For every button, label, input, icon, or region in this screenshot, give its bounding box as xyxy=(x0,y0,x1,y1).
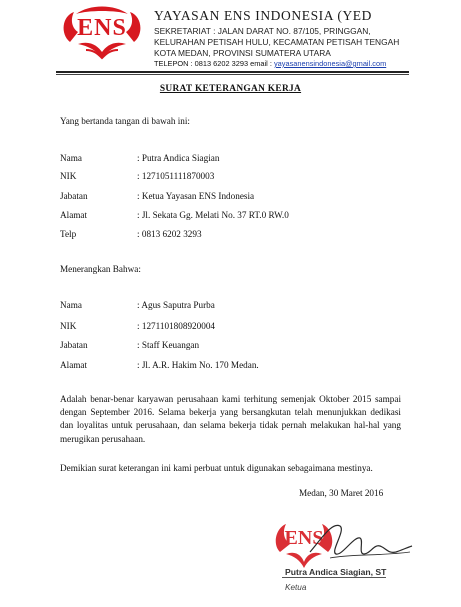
employee-value: : Jl. A.R. Hakim No. 170 Medan. xyxy=(137,360,259,370)
signer-label: Telp xyxy=(60,229,77,239)
stamp-text: ENS xyxy=(284,527,324,549)
intro-text: Yang bertanda tangan di bawah ini: xyxy=(60,116,190,126)
signer-value: : 1271051111870003 xyxy=(137,171,215,181)
closing-text: Demikian surat keterangan ini kami perbuat untuk digunakan sebagaimana mestinya. xyxy=(60,463,373,473)
declares-text: Menerangkan Bahwa: xyxy=(60,264,141,274)
place-date: Medan, 30 Maret 2016 xyxy=(299,488,384,498)
signer-value: : Ketua Yayasan ENS Indonesia xyxy=(137,191,255,201)
ens-logo xyxy=(56,4,148,60)
signer-value: : Putra Andica Siagian xyxy=(137,153,220,163)
phone-text: TELEPON : 0813 6202 3293 email : xyxy=(154,59,274,68)
address-line: KELURAHAN PETISAH HULU, KECAMATAN PETISAH TENGAH xyxy=(154,37,400,47)
employee-value: : Agus Saputra Purba xyxy=(137,300,215,310)
email-link[interactable]: yayasanensindonesia@gmail.com xyxy=(273,59,387,68)
signer-label: Jabatan xyxy=(60,191,88,201)
signer-position: Ketua xyxy=(285,583,307,592)
signer-value: : 0813 6202 3293 xyxy=(137,229,202,239)
signer-label: Nama xyxy=(60,153,82,163)
contact-line xyxy=(154,59,386,68)
signer-name: Putra Andica Siagian, ST xyxy=(285,567,387,577)
header-rule-thin xyxy=(56,74,409,75)
employee-value: : 1271101808920004 xyxy=(137,321,216,331)
company-stamp xyxy=(276,524,333,568)
logo-text: ENS xyxy=(77,15,127,41)
address-line: KOTA MEDAN, PROVINSI SUMATERA UTARA xyxy=(154,48,331,58)
address-line: SEKRETARIAT : JALAN DARAT NO. 87/105, PRINGGAN, xyxy=(154,26,371,36)
body-paragraph: Adalah benar-benar karyawan perusahaan kami terhitung semenjak Oktober 2015 sampai dengan September 2016. Selama bekerja yang bersangkutan telah menunjukkan dedikasi dan loyalitas untuk perusahaan, dan selama bekerja tidak pernah melakukan hal-hal yang merugikan perusahaan. xyxy=(60,394,401,444)
signature-rule xyxy=(282,577,386,578)
employee-label: Alamat xyxy=(60,360,88,370)
employee-value: : Staff Keuangan xyxy=(137,340,200,350)
signer-value: : Jl. Sekata Gg. Melati No. 37 RT.0 RW.0 xyxy=(137,210,289,220)
header-rule xyxy=(56,71,409,73)
employee-label: NIK xyxy=(60,321,77,331)
org-name: YAYASAN ENS INDONESIA (YED xyxy=(154,8,372,23)
employee-label: Nama xyxy=(60,300,82,310)
letter-title: SURAT KETERANGAN KERJA xyxy=(159,84,302,94)
signer-label: Alamat xyxy=(60,210,88,220)
employee-label: Jabatan xyxy=(60,340,88,350)
signer-label: NIK xyxy=(60,171,77,181)
